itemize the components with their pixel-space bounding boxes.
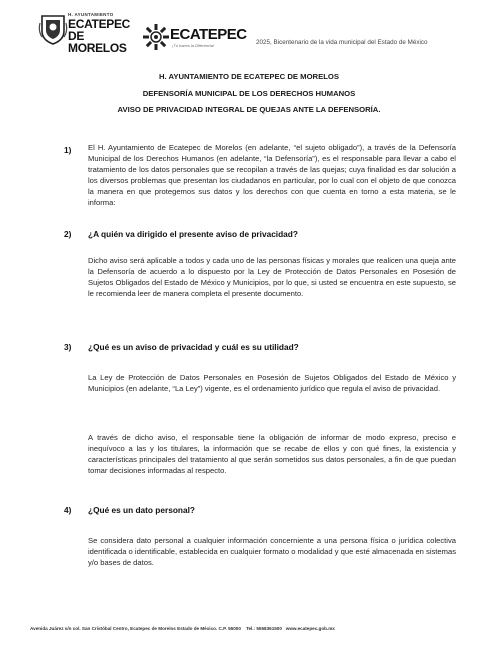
document-headings xyxy=(0,69,498,119)
logo-small-text: H. AYUNTAMIENTO xyxy=(68,12,114,17)
section-number: 4) xyxy=(64,505,72,515)
section-2-paragraph: Dicho aviso será aplicable a todos y cada uno de las personas físicas y morales que realicen una queja ante la Defensoría de acuerdo a lo dispuesto por la Ley de Protección de Datos Personales en Posesión de Sujetos Obligados del Estado de México y Municipios, por lo que, si usted se encuentra en este supuesto, se le recomienda leer de manera completa el presente documento. xyxy=(88,256,456,298)
section-4-paragraph: Se considera dato personal a cualquier información concerniente a una persona física o jurídica colectiva identificada o identificable, establecida en cualquier formato o modalidad y que esté almacenada en sistemas y/o bases de datos. xyxy=(88,536,456,567)
section-number: 3) xyxy=(64,342,72,352)
logo-tagline: ¡Tú haces la Diferencia! xyxy=(172,43,215,48)
section-3-question: ¿Qué es un aviso de privacidad y cuál es su utilidad? xyxy=(88,342,299,352)
section-4-question: ¿Qué es un dato personal? xyxy=(88,505,195,515)
letterhead xyxy=(0,0,498,62)
ayuntamiento-logo xyxy=(68,12,136,54)
section-2-question: ¿A quién va dirigido el presente aviso de privacidad? xyxy=(88,229,298,239)
logo-wordmark: ECATEPEC xyxy=(170,26,247,43)
section-3-paragraph-1: La Ley de Protección de Datos Personales en Posesión de Sujetos Obligados del Estado de México y Municipios (en adelante, “La Ley”) vigente, es el ordenamiento jurídico que regula el aviso de privacidad. xyxy=(88,373,456,393)
footer-website: www.ecatepec.gob.mx xyxy=(285,626,335,631)
section-number: 1) xyxy=(64,145,72,155)
footer-address: Avenida Juárez s/n col. San Cristóbal Centro, Ecatepec de Morelos Estado de México. C.P. 55000 xyxy=(30,626,241,631)
footer-phone: Tel.: 5558361500 xyxy=(245,626,282,631)
sun-emblem-icon xyxy=(143,24,169,50)
heading-defensoria: DEFENSORÍA MUNICIPAL DE LOS DERECHOS HUMANOS xyxy=(142,88,356,98)
page-footer xyxy=(30,626,470,631)
bicentenario-slogan: 2025, Bicentenario de la vida municipal del Estado de México xyxy=(256,39,428,46)
section-number: 2) xyxy=(64,229,72,239)
logo-line-2: DE MORELOS xyxy=(68,29,127,55)
heading-ayuntamiento: H. AYUNTAMIENTO DE ECATEPEC DE MORELOS xyxy=(158,72,340,81)
municipal-seal-icon xyxy=(38,13,68,45)
section-1-paragraph: El H. Ayuntamiento de Ecatepec de Morelos (en adelante, “el sujeto obligado”), a través de la Defensoría Municipal de los Derechos Humanos (en adelante, “la Defensoría”), es el responsable para llevar a cabo el tratamiento de los datos personales que se recopilan a través de las quejas; cuya finalidad es dar solución a los diversos problemas que presentan los ciudadanos en particular, por lo cual con el objeto de que conozca la manera en que protegemos sus datos y los derechos con que cuenta en torno a esta materia, se le informa: xyxy=(88,143,456,207)
section-3-paragraph-2: A través de dicho aviso, el responsable tiene la obligación de informar de modo expreso, preciso e inequívoco a las y los titulares, la información que se recabe de ellos y con qué fines, la existencia y características principales del tratamiento al que serán sometidos sus datos personales, a fin de que puedan tomar decisiones informadas al respecto. xyxy=(88,433,456,475)
heading-aviso: AVISO DE PRIVACIDAD INTEGRAL DE QUEJAS ANTE LA DEFENSORÍA. xyxy=(117,105,381,114)
logo-line-1: ECATEPEC xyxy=(68,17,131,31)
